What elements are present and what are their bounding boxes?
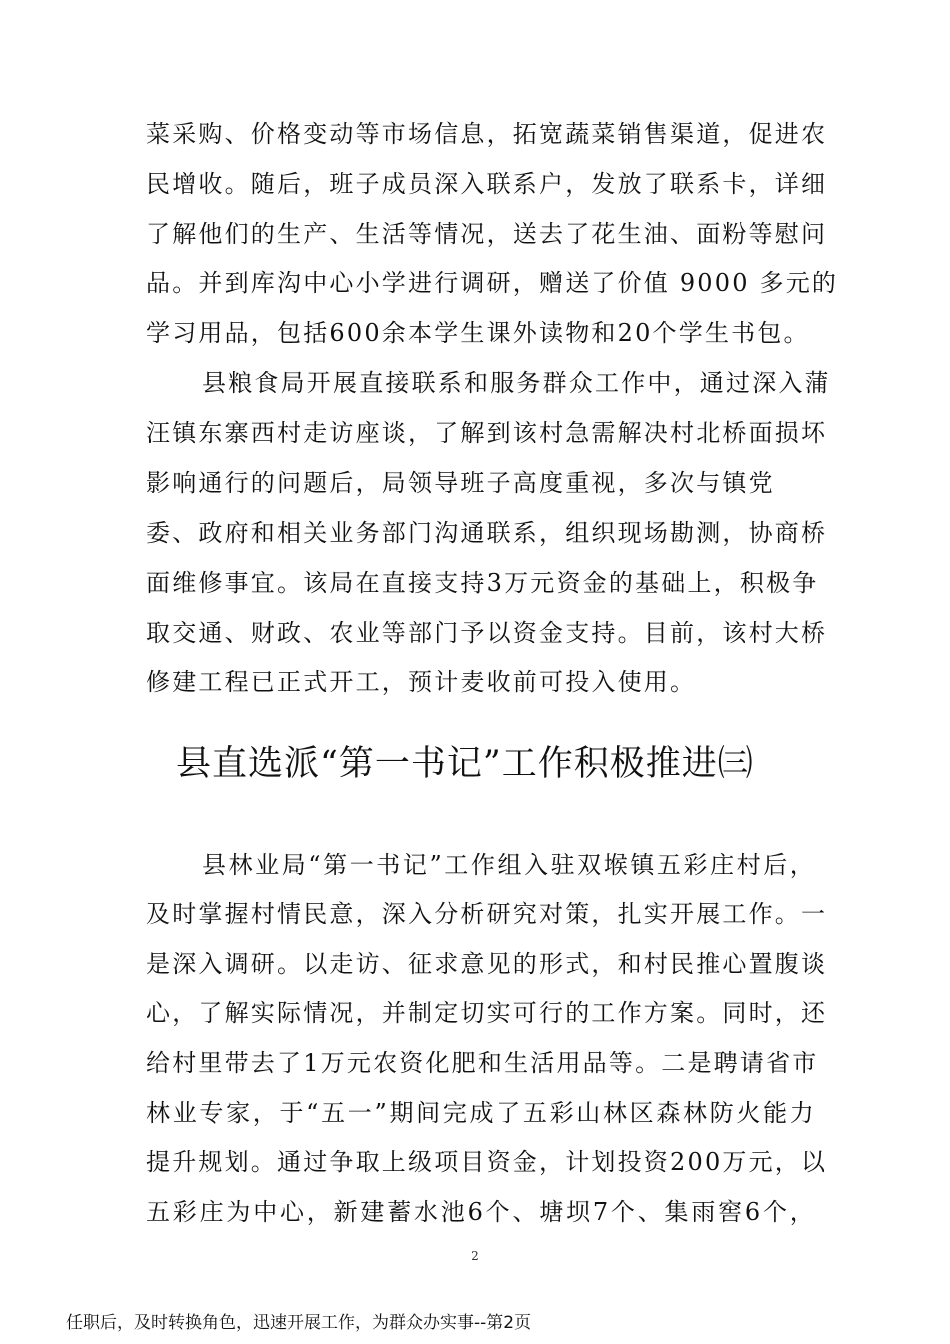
paragraph-line: 学习用品，包括600余本学生课外读物和20个学生书包。 — [146, 319, 810, 347]
paragraph-line: 菜采购、价格变动等市场信息，拓宽蔬菜销售渠道，促进农 — [146, 120, 828, 148]
paragraph-line: 县粮食局开展直接联系和服务群众工作中，通过深入蒲 — [202, 369, 831, 397]
paragraph-line: 心，了解实际情况，并制定切实可行的工作方案。同时，还 — [146, 999, 828, 1027]
paragraph-line: 修建工程已正式开工，预计麦收前可投入使用。 — [146, 668, 697, 696]
paragraph-line: 面维修事宜。该局在直接支持3万元资金的基础上，积极争 — [146, 569, 819, 597]
footer-caption: 任职后，及时转换角色，迅速开展工作，为群众办实事--第2页 — [66, 1313, 532, 1333]
paragraph-line: 了解他们的生产、生活等情况，送去了花生油、面粉等慰问 — [146, 220, 828, 248]
paragraph-line: 影响通行的问题后，局领导班子高度重视，多次与镇党 — [146, 469, 775, 497]
paragraph-line: 品。并到库沟中心小学进行调研，赠送了价值 9000 多元的 — [146, 269, 839, 297]
paragraph-line: 取交通、财政、农业等部门予以资金支持。目前，该村大桥 — [146, 619, 828, 647]
paragraph-line: 委、政府和相关业务部门沟通联系，组织现场勘测，协商桥 — [146, 519, 828, 547]
paragraph-line: 汪镇东寨西村走访座谈，了解到该村急需解决村北桥面损坏 — [146, 419, 828, 447]
paragraph-line: 及时掌握村情民意，深入分析研究对策，扎实开展工作。一 — [146, 900, 828, 928]
page-number: 2 — [471, 1249, 479, 1263]
paragraph-line: 林业专家，于“五一”期间完成了五彩山林区森林防火能力 — [146, 1099, 816, 1127]
paragraph-line: 县林业局“第一书记”工作组入驻双堠镇五彩庄村后， — [202, 851, 816, 879]
section-heading: 县直选派“第一书记”工作积极推进㈢ — [176, 744, 754, 784]
paragraph-line: 民增收。随后，班子成员深入联系户，发放了联系卡，详细 — [146, 170, 828, 198]
paragraph-line: 给村里带去了1万元农资化肥和生活用品等。二是聘请省市 — [146, 1049, 819, 1077]
paragraph-line: 五彩庄为中心，新建蓄水池6个、塘坝7个、集雨窖6个， — [146, 1198, 816, 1226]
paragraph-line: 提升规划。通过争取上级项目资金，计划投资200万元，以 — [146, 1148, 828, 1176]
paragraph-line: 是深入调研。以走访、征求意见的形式，和村民推心置腹谈 — [146, 950, 828, 978]
